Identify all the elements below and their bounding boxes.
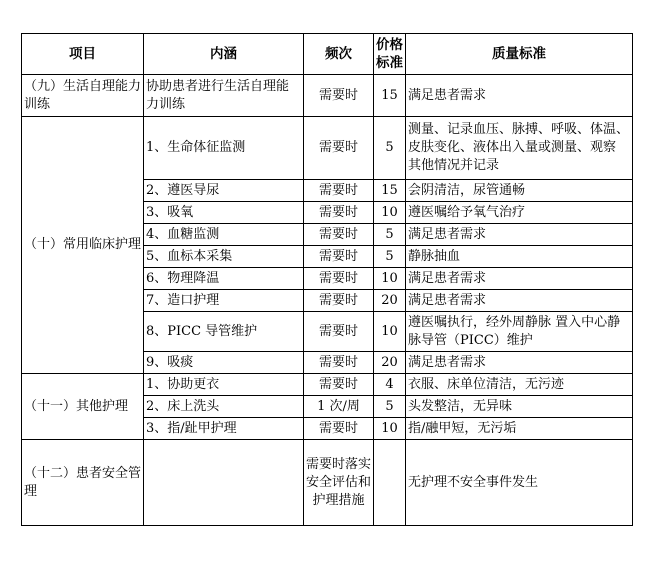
price-cell: 4	[374, 374, 406, 396]
content-cell: 6、物理降温	[144, 268, 304, 290]
content-cell: 2、遵医导尿	[144, 180, 304, 202]
frequency-cell: 需要时	[304, 418, 374, 440]
quality-cell: 遵医嘱给予氧气治疗	[406, 202, 633, 224]
table-row	[22, 374, 633, 396]
frequency-cell: 1 次/周	[304, 396, 374, 418]
quality-cell: 指/融甲短，无污垢	[406, 418, 633, 440]
content-cell: 1、生命体征监测	[144, 117, 304, 180]
price-cell: 5	[374, 117, 406, 180]
frequency-cell: 需要时	[304, 202, 374, 224]
content-cell: 2、床上洗头	[144, 396, 304, 418]
table-row	[22, 117, 633, 180]
item-cell: （十一）其他护理	[22, 374, 144, 440]
item-cell: （九）生活自理能力训练	[22, 75, 144, 117]
price-cell: 20	[374, 290, 406, 312]
content-cell: 9、吸痰	[144, 352, 304, 374]
header-frequency: 频次	[304, 34, 374, 75]
quality-cell: 满足患者需求	[406, 352, 633, 374]
price-cell: 10	[374, 268, 406, 290]
price-cell: 10	[374, 312, 406, 352]
frequency-cell: 需要时	[304, 352, 374, 374]
quality-cell: 测量、记录血压、脉搏、呼吸、体温、皮肤变化、液体出入量或测量、观察 其他情况并记录	[406, 117, 633, 180]
table-row	[22, 440, 633, 526]
frequency-cell: 需要时	[304, 290, 374, 312]
table-row	[22, 75, 633, 117]
content-cell: 协助患者进行生活自理能力训练	[144, 75, 304, 117]
header-quality: 质量标准	[406, 34, 633, 75]
quality-cell: 会阴清洁，尿管通畅	[406, 180, 633, 202]
price-cell: 10	[374, 202, 406, 224]
frequency-cell: 需要时	[304, 374, 374, 396]
content-cell: 5、血标本采集	[144, 246, 304, 268]
quality-cell: 满足患者需求	[406, 75, 633, 117]
quality-cell: 衣服、床单位清洁，无污迹	[406, 374, 633, 396]
frequency-cell: 需要时	[304, 180, 374, 202]
price-cell: 20	[374, 352, 406, 374]
content-cell: 8、PICC 导管维护	[144, 312, 304, 352]
content-cell: 4、血糖监测	[144, 224, 304, 246]
price-cell: 5	[374, 396, 406, 418]
price-cell: 5	[374, 246, 406, 268]
quality-cell: 满足患者需求	[406, 268, 633, 290]
frequency-cell: 需要时	[304, 268, 374, 290]
frequency-cell: 需要时	[304, 312, 374, 352]
document-page	[21, 33, 633, 526]
content-cell: 3、指/趾甲护理	[144, 418, 304, 440]
content-cell: 1、协助更衣	[144, 374, 304, 396]
frequency-cell: 需要时	[304, 224, 374, 246]
frequency-cell: 需要时落实安全评估和护理措施	[304, 440, 374, 526]
frequency-cell: 需要时	[304, 75, 374, 117]
header-row	[22, 34, 633, 75]
quality-cell: 遵医嘱执行，经外周静脉 置入中心静脉导管（PICC）维护	[406, 312, 633, 352]
content-cell: 3、吸氧	[144, 202, 304, 224]
content-cell: 7、造口护理	[144, 290, 304, 312]
price-cell: 15	[374, 75, 406, 117]
quality-cell: 头发整洁，无异味	[406, 396, 633, 418]
price-cell: 5	[374, 224, 406, 246]
price-cell	[374, 440, 406, 526]
content-cell	[144, 440, 304, 526]
header-item: 项目	[22, 34, 144, 75]
nursing-service-table	[21, 33, 633, 526]
item-cell: （十二）患者安全管理	[22, 440, 144, 526]
quality-cell: 静脉抽血	[406, 246, 633, 268]
frequency-cell: 需要时	[304, 246, 374, 268]
quality-cell: 满足患者需求	[406, 224, 633, 246]
header-content: 内涵	[144, 34, 304, 75]
frequency-cell: 需要时	[304, 117, 374, 180]
header-price: 价格标准	[374, 34, 406, 75]
price-cell: 10	[374, 418, 406, 440]
quality-cell: 无护理不安全事件发生	[406, 440, 633, 526]
quality-cell: 满足患者需求	[406, 290, 633, 312]
price-cell: 15	[374, 180, 406, 202]
item-cell: （十）常用临床护理	[22, 117, 144, 374]
